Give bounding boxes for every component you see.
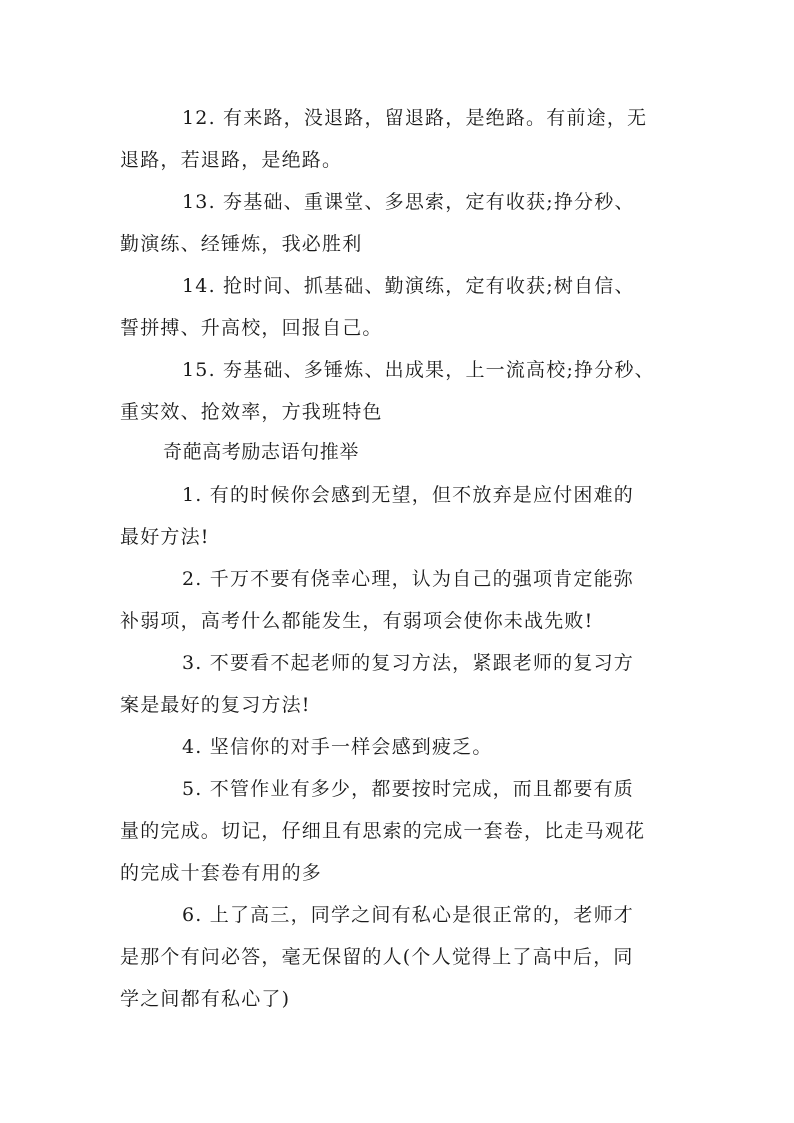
item-5-line-1: 5. 不管作业有多少，都要按时完成，而且都要有质: [182, 778, 634, 800]
item-2-line-1: 2. 千万不要有侥幸心理，认为自己的强项肯定能弥: [182, 568, 634, 590]
item-1-line-1: 1. 有的时候你会感到无望，但不放弃是应付困难的: [182, 484, 634, 506]
item-3-line-1: 3. 不要看不起老师的复习方法，紧跟老师的复习方: [182, 652, 634, 674]
paragraph-13-line-2: 勤演练、经锤炼，我必胜利: [120, 233, 363, 255]
item-1-line-2: 最好方法!: [120, 526, 210, 548]
section-heading: 奇葩高考励志语句推举: [163, 441, 360, 463]
item-5-line-2: 量的完成。切记，仔细且有思索的完成一套卷，比走马观花: [120, 820, 646, 842]
item-6-line-2: 是那个有问必答，毫无保留的人(个人觉得上了高中后，同: [120, 946, 634, 968]
paragraph-15-line-2: 重实效、抢效率，方我班特色: [120, 401, 383, 423]
paragraph-14-line-2: 誓拼搏、升高校，回报自己。: [120, 317, 383, 339]
item-6-line-3: 学之间都有私心了): [120, 988, 291, 1010]
paragraph-14-line-1: 14. 抢时间、抓基础、勤演练，定有收获;树自信、: [182, 275, 635, 297]
item-3-line-2: 案是最好的复习方法!: [120, 694, 311, 716]
paragraph-15-line-1: 15. 夯基础、多锤炼、出成果，上一流高校;挣分秒、: [182, 359, 655, 381]
paragraph-13-line-1: 13. 夯基础、重课堂、多思索，定有收获;挣分秒、: [182, 191, 635, 213]
item-2-line-2: 补弱项，高考什么都能发生，有弱项会使你未战先败!: [120, 610, 594, 632]
item-4-line-1: 4. 坚信你的对手一样会感到疲乏。: [182, 736, 493, 758]
item-6-line-1: 6. 上了高三，同学之间有私心是很正常的，老师才: [182, 904, 634, 926]
paragraph-12-line-1: 12. 有来路，没退路，留退路，是绝路。有前途，无: [182, 107, 648, 129]
paragraph-12-line-2: 退路，若退路，是绝路。: [120, 149, 343, 171]
item-5-line-3: 的完成十套卷有用的多: [120, 862, 323, 884]
